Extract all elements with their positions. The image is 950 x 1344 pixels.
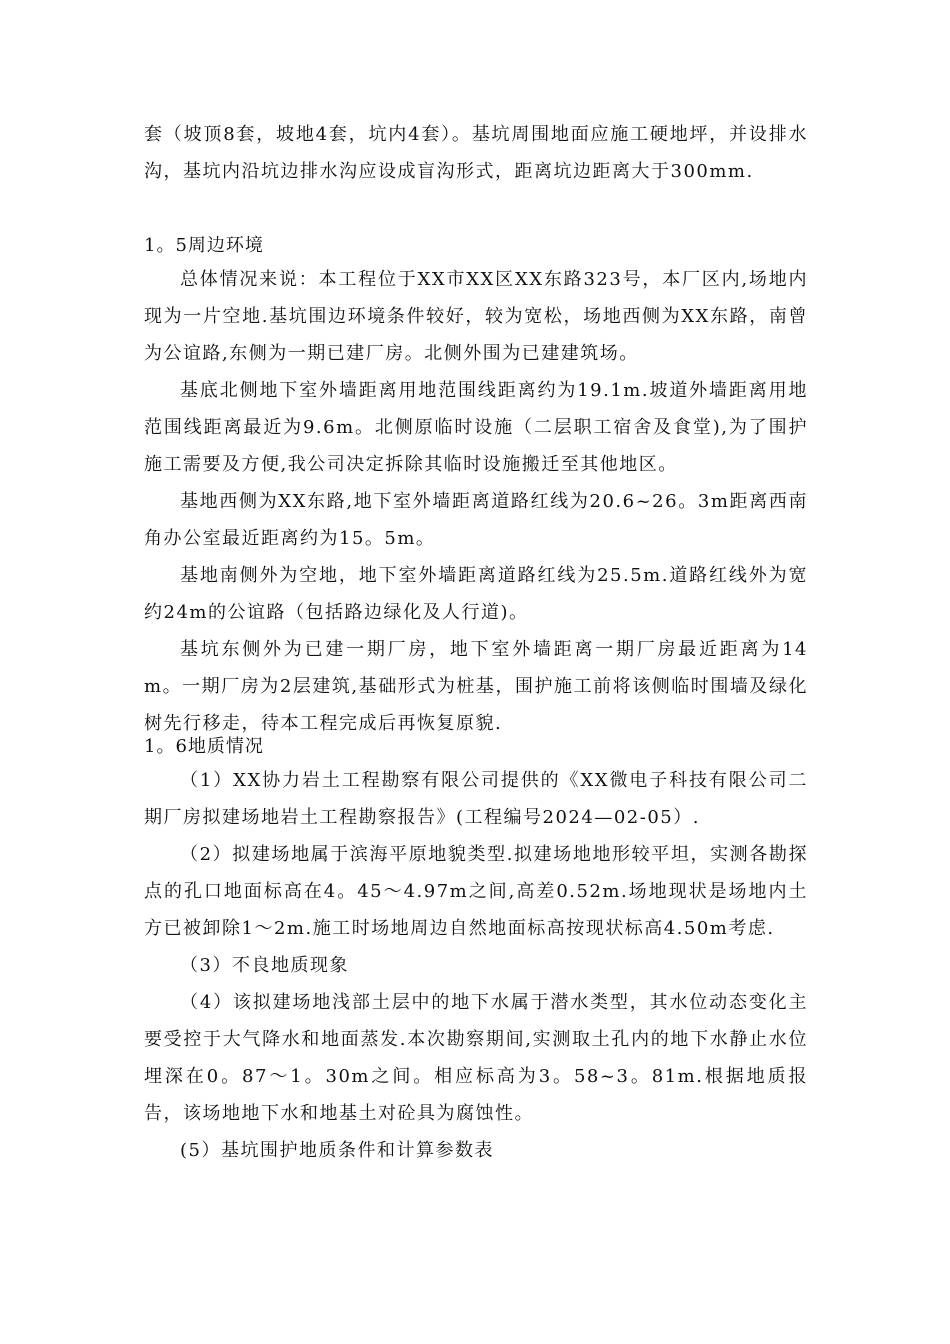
paragraph-geo-adverse: （3）不良地质现象 (180, 955, 349, 976)
paragraph-env-north: 基底北侧地下室外墙距离用地范围线距离约为19.1m.坡道外墙距离用地范围线距离最近为9.6m。北侧原临时设施（二层职工宿舍及食堂),为了围护施工需要及方便,我公司决定拆除其临时设施搬迁至其他地区。 (144, 380, 808, 475)
paragraph-drainage: 套（坡顶8套，坡地4套，坑内4套）。基坑周围地面应施工硬地坪，并设排水沟，基坑内沿坑边排水沟应设成盲沟形式，距离坑边距离大于300mm. (144, 124, 808, 182)
paragraph-env-overview: 总体情况来说：本工程位于XX市XX区XX东路323号，本厂区内,场地内现为一片空地.基坑围边环境条件较好，较为宽松，场地西侧为XX东路，南曾为公谊路,东侧为一期已建厂房。北侧外围为已建建筑场。 (144, 269, 808, 364)
section-1-6-block (144, 732, 808, 1169)
section-1-5-block (144, 231, 808, 742)
paragraph-geo-terrain: （2）拟建场地属于滨海平原地貌类型.拟建场地地形较平坦，实测各勘探点的孔口地面标高在4。45～4.97m之间,高差0.52m.场地现状是场地内土方已被卸除1～2m.施工时场地周边自然地面标高按现状标高4.50m考虑. (144, 844, 808, 939)
paragraph-geo-params-table: (5）基坑围护地质条件和计算参数表 (180, 1140, 494, 1161)
paragraph-geo-report: （1）XX协力岩土工程勘察有限公司提供的《XX微电子科技有限公司二期厂房拟建场地岩土工程勘察报告》(工程编号2024—02-05）. (144, 770, 808, 828)
paragraph-geo-groundwater: （4）该拟建场地浅部土层中的地下水属于潜水类型，其水位动态变化主要受控于大气降水和地面蒸发.本次勘察期间,实测取土孔内的地下水静止水位埋深在0。87～1。30m之间。相应标高为3。58~3。81m.根据地质报告，该场地地下水和地基土对砼具为腐蚀性。 (144, 992, 808, 1124)
continuation-block (144, 116, 808, 190)
paragraph-env-east: 基坑东侧外为已建一期厂房，地下室外墙距离一期厂房最近距离为14m。一期厂房为2层建筑,基础形式为桩基，围护施工前将该侧临时围墙及绿化树先行移走，待本工程完成后再恢复原貌. (144, 639, 808, 734)
paragraph-env-south: 基地南侧外为空地，地下室外墙距离道路红线为25.5m.道路红线外为宽约24m的公谊路（包括路边绿化及人行道)。 (144, 565, 808, 623)
section-heading-1-5: 1。5周边环境 (144, 235, 264, 256)
section-heading-1-6: 1。6地质情况 (144, 736, 264, 757)
paragraph-env-west: 基地西侧为XX东路,地下室外墙距离道路红线为20.6~26。3m距离西南角办公室最近距离约为15。5m。 (144, 491, 808, 549)
